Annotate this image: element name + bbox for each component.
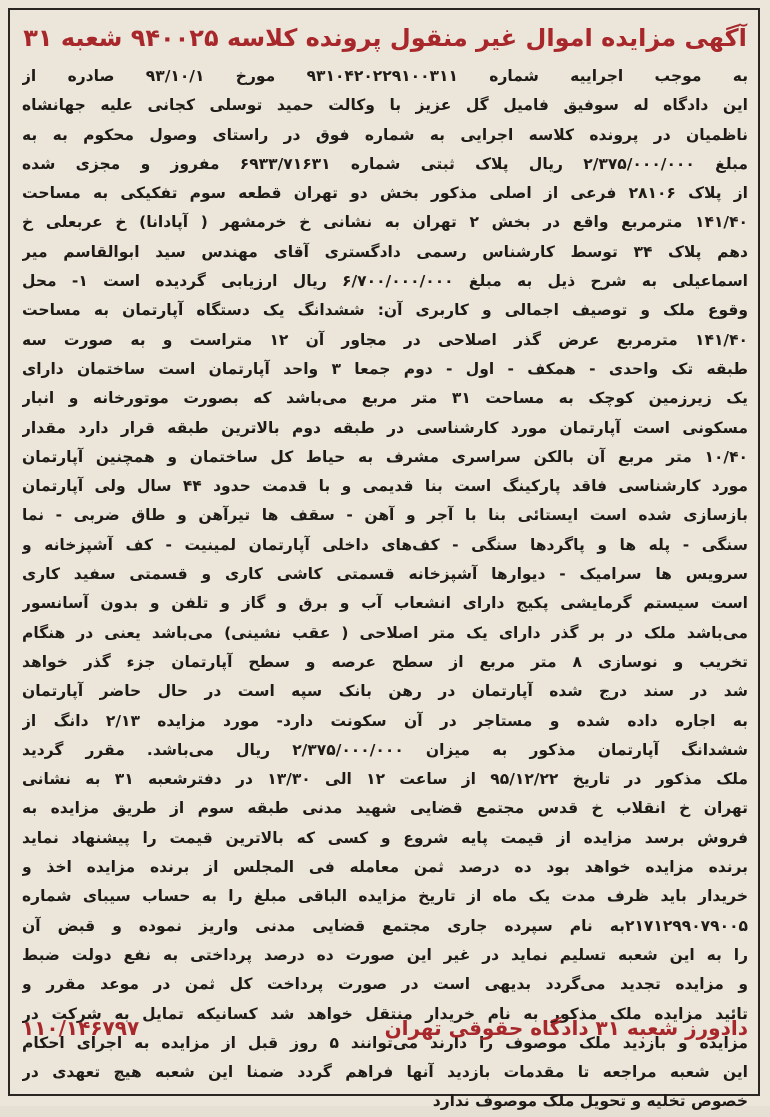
- notice-body-line: مبلغ ۲/۳۷۵/۰۰۰/۰۰۰ ریال پلاک ثبتی شماره ۶۹۳۳/۷۱۶۳۱ مفروز و مجزی شده: [22, 154, 748, 173]
- notice-body-line: را به این شعبه تسلیم نماید در غیر این صورت ده درصد پرداختی به نفع دولت ضبط: [22, 945, 748, 964]
- notice-body-line: سرویس ها سرامیک - دیوارها آشپزخانه قسمتی کاشی کاری و قسمتی سفید کاری: [22, 565, 748, 584]
- notice-body-line: و مزایده تجدید می‌گردد بدیهی است در صورت پرداخت کل ثمن در موعد مقرر و: [22, 975, 748, 994]
- notice-body-line: فروش برسد مزایده از قیمت پایه شروع و کسی که بالاترین قیمت را پیشنهاد نماید: [22, 828, 748, 847]
- notice-body-line: ۱۰/۴۰ متر مربع آن بالکن سراسری مشرف به حیاط کل ساختمان و همچنین آپارتمان: [22, 447, 748, 466]
- notice-body-line: برنده مزایده خواهد بود ده درصد ثمن معامله فی المجلس از برنده مزایده اخذ و: [22, 858, 748, 877]
- notice-body-line: این شعبه مراجعه تا مقدمات بازدید آنها فراهم گردد ضمنا این شعبه هیچ تعهدی در: [22, 1063, 748, 1082]
- notice-body-line: تائید مزایده ملک مذکور به نام خریدار منتقل خواهد شد کسانیکه تمایل به شرکت در: [22, 1004, 748, 1023]
- notice-body-line: از پلاک ۲۸۱۰۶ فرعی از اصلی مذکور بخش دو تهران قطعه سوم تفکیکی به مساحت: [22, 184, 748, 203]
- notice-body-line: دهم پلاک ۳۴ توسط کارشناس رسمی دادگستری آقای مهندس سید ابوالقاسم میر: [22, 242, 748, 261]
- notice-title: آگهی مزایده اموال غیر منقول پرونده کلاسه ۹۴۰۰۲۵ شعبه ۳۱: [23, 24, 747, 52]
- signature-line: دادورز شعبه ۳۱ دادگاه حقوقی تهران: [384, 1016, 748, 1040]
- notice-body-line: خصوص تخلیه و تحویل ملک موصوف ندارد: [432, 1092, 748, 1111]
- notice-body-line: تهران خ انقلاب خ قدس مجتمع قضایی شهید مدنی طبقه سوم از طریق مزایده به: [22, 799, 748, 818]
- notice-body-line: این دادگاه له سوفیق فامیل گل عزیز با وکالت حمید توسلی کجانی علیه جهانشاه: [22, 96, 748, 115]
- notice-body-line: سنگی - پله ها و پاگردها سنگی - کف‌های داخلی آپارتمان لمینیت - کف آشپزخانه و: [22, 535, 748, 554]
- notice-body-line: ۲۱۷۱۲۹۹۰۷۹۰۰۵به نام سپرده جاری مجتمع قضایی مدنی واریز نموده و قبض آن: [22, 916, 748, 935]
- reference-number: ۱۱۰/۱۴۶۷۹۷: [22, 1016, 140, 1040]
- notice-body-line: ملک مذکور در تاریخ ۹۵/۱۲/۲۲ از ساعت ۱۲ الی ۱۳/۳۰ در دفترشعبه ۳۱ به نشانی: [22, 770, 748, 789]
- notice-body-line: شد در سند درج شده آپارتمان در رهن بانک سپه است در حال حاضر آپارتمان: [22, 682, 748, 701]
- notice-body-line: ۱۴۱/۴۰ مترمربع واقع در بخش ۲ تهران به نشانی خ خرمشهر ( آپادانا) خ عربعلی خ: [22, 213, 748, 232]
- notice-body-line: ششدانگ آپارتمان مذکور به میزان ۲/۳۷۵/۰۰۰/۰۰۰ ریال می‌باشد. مقرر گردید: [22, 740, 748, 759]
- notice-body-line: وقوع ملک و توصیف اجمالی و کاربری آن: ششدانگ یک دستگاه آپارتمان به مساحت: [22, 301, 748, 320]
- notice-body-line: مسکونی است آپارتمان مورد کارشناسی در طبقه دوم بالاترین طبقه قرار دارد مقدار: [22, 418, 748, 437]
- notice-body-line: می‌باشد ملک در بر گذر دارای یک متر اصلاحی ( عقب نشینی) می‌باشد یعنی در هنگام: [22, 623, 748, 642]
- notice-body-line: به اجاره داده شده و مستاجر در آن سکونت دارد- مورد مزایده ۲/۱۳ دانگ از: [22, 711, 748, 730]
- notice-body: [22, 62, 748, 1117]
- notice-body-line: است سیستم گرمایشی پکیج دارای انشعاب آب و برق و گاز و تلفن و بدون آسانسور: [22, 594, 748, 613]
- notice-body-line: طبقه تک واحدی - همکف - اول - دوم جمعا ۳ واحد آپارتمان است ساختمان دارای: [22, 359, 748, 378]
- notice-footer: [22, 1010, 748, 1070]
- notice-body-line: خریدار باید ظرف مدت یک ماه از تاریخ مزایده الباقی مبلغ را به حساب سیبای شماره: [22, 887, 748, 906]
- notice-body-line: اسماعیلی به شرح ذیل به مبلغ ۶/۷۰۰/۰۰۰/۰۰۰ ریال ارزیابی گردیده است ۱- محل: [22, 272, 748, 291]
- notice-body-line: تخریب و نوسازی ۸ متر مربع از سطح عرصه و سطح آپارتمان جزء گذر خواهد: [22, 652, 748, 671]
- notice-body-line: به موجب اجراییه شماره ۹۳۱۰۴۲۰۲۲۹۱۰۰۳۱۱ مورخ ۹۳/۱۰/۱ صادره از: [22, 67, 748, 85]
- notice-body-line: یک زیرزمین کوچک به مساحت ۳۱ متر مربع می‌باشد که بصورت موتورخانه و انبار: [22, 389, 748, 408]
- notice-body-line: بازسازی شده است ایستائی بنا با آجر و آهن - سقف ها تیرآهن و طاق ضربی - نما: [22, 506, 748, 525]
- notice-body-line: مزایده و بازدید ملک موصوف را دارند می‌توانند ۵ روز قبل از مزایده به اجرای احکام: [22, 1033, 748, 1052]
- notice-body-line: ناظمیان در پرونده کلاسه اجرایی به شماره فوق در راستای وصول محکوم به به: [22, 125, 748, 144]
- notice-body-line: ۱۴۱/۴۰ مترمربع عرض گذر اصلاحی در مجاور آن ۱۲ متراست و به صورت سه: [22, 330, 748, 349]
- notice-body-line: مورد کارشناسی فاقد پارکینگ است بنا قدیمی و با قدمت حدود ۴۴ سال ولی آپارتمان: [22, 477, 748, 496]
